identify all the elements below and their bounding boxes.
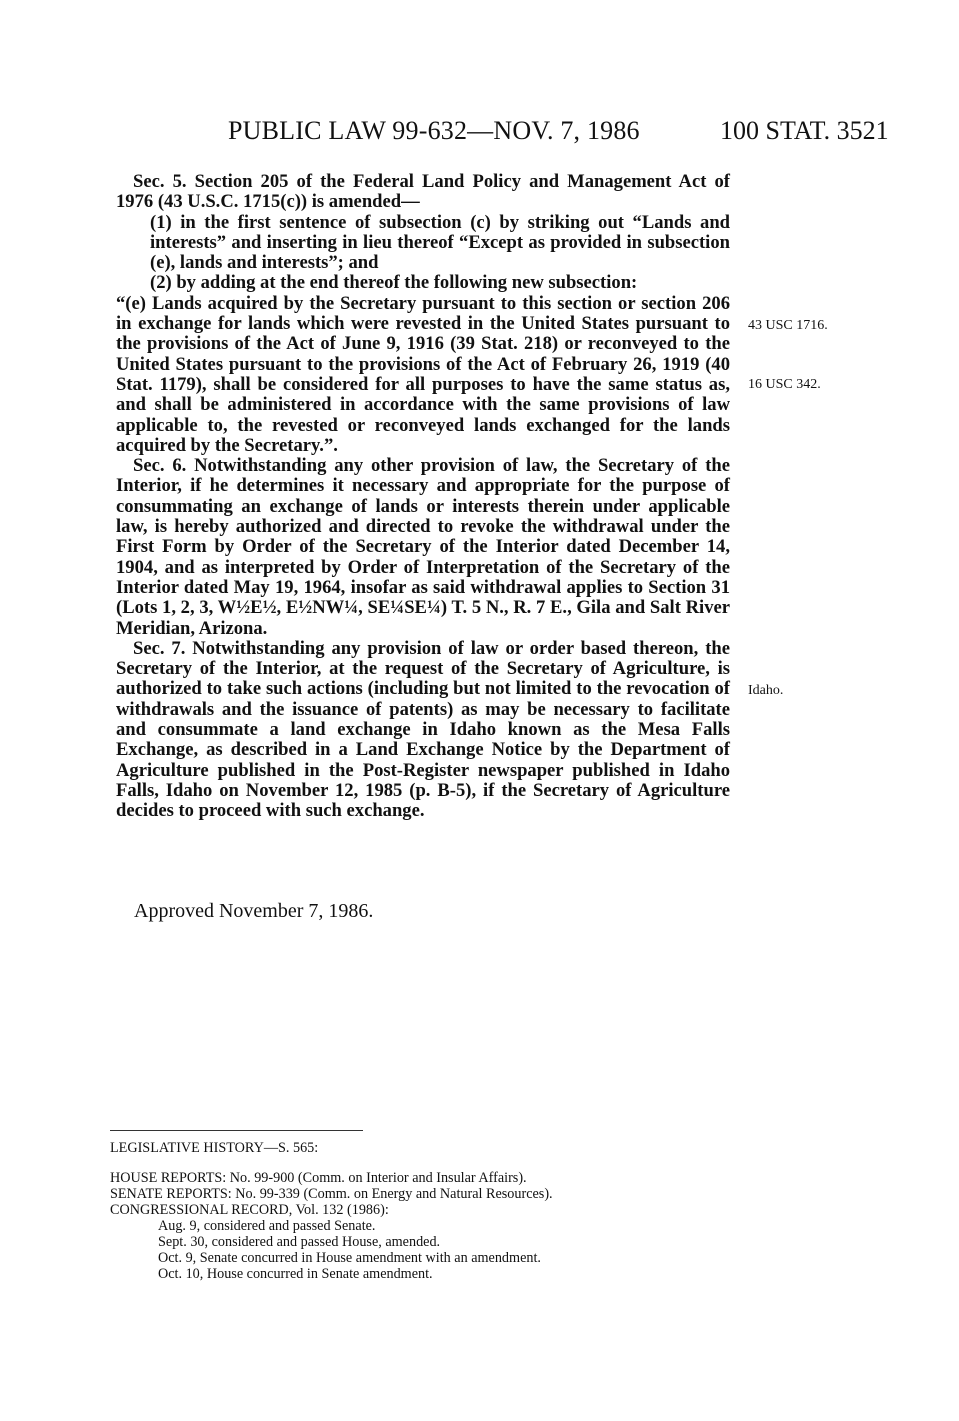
legislative-divider — [110, 1130, 363, 1131]
section-5-quoted-subsection: “(e) Lands acquired by the Secretary pursuant to this section or section 206 in exchange for lands which were revested in the United States pursuant to the provisions of the Act of June 9, 1916 (39 Stat. 218) or reconveyed to the United States pursuant to the provisions of the Act of February 26, 1919 (40 Stat. 1179), shall be considered for all purposes to have the same status as, and shall be administered in accordance with the same provisions of law applicable to, the revested or reconveyed lands exchanged for the lands acquired by the Secretary.”. — [116, 292, 730, 456]
record-entry: Oct. 10, House concurred in Senate amendment. — [158, 1266, 433, 1282]
section-5-item-2: (2) by adding at the end thereof the following new subsection: — [150, 272, 638, 294]
congressional-record: CONGRESSIONAL RECORD, Vol. 132 (1986): — [110, 1202, 389, 1218]
legislative-history-title: LEGISLATIVE HISTORY—S. 565: — [110, 1140, 319, 1156]
margin-note-43-usc: 43 USC 1716. — [748, 318, 828, 333]
margin-note-16-usc: 16 USC 342. — [748, 377, 821, 392]
section-7: Sec. 7. Notwithstanding any provision of law or order based thereon, the Secretary of the Interior, at the request of the Secretary of Agriculture, is authorized to take such actions (including but not limited to the revocation of withdrawals and the issuance of patents) as may be necessary to facilitate and consummate a land exchange in Idaho known as the Mesa Falls Exchange, as described in a Land Exchange Notice by the Department of Agriculture published in the Post-Register newspaper published in Idaho Falls, Idaho on November 12, 1985 (p. B-5), if the Secretary of Agriculture decides to proceed with such exchange. — [116, 637, 730, 822]
page-header-stat: 100 STAT. 3521 — [720, 116, 889, 145]
house-reports: HOUSE REPORTS: No. 99-900 (Comm. on Interior and Insular Affairs). — [110, 1170, 527, 1186]
law-body — [116, 172, 730, 822]
margin-note-idaho: Idaho. — [748, 683, 784, 698]
section-5-intro: Sec. 5. Section 205 of the Federal Land Policy and Management Act of 1976 (43 U.S.C. 1715(c)) is amended— — [116, 171, 730, 213]
approval-date: Approved November 7, 1986. — [134, 900, 374, 922]
record-entry: Oct. 9, Senate concurred in House amendment with an amendment. — [158, 1250, 541, 1266]
legislative-history — [110, 1140, 730, 1282]
record-entry: Sept. 30, considered and passed House, amended. — [158, 1234, 441, 1250]
record-entry: Aug. 9, considered and passed Senate. — [158, 1218, 376, 1234]
senate-reports: SENATE REPORTS: No. 99-339 (Comm. on Energy and Natural Resources). — [110, 1186, 553, 1202]
section-6: Sec. 6. Notwithstanding any other provision of law, the Secretary of the Interior, if he determines it necessary and appropriate for the purpose of consummating an exchange of lands or interests therein under applicable law, is hereby authorized and directed to revoke the withdrawal under the First Form by Order of the Secretary of the Interior dated December 14, 1904, and as interpreted by Order of Interpretation of the Secretary of the Interior dated May 19, 1964, insofar as said withdrawal applies to Section 31 (Lots 1, 2, 3, W½E½, E½NW¼, SE¼SE¼) T. 5 N., R. 7 E., Gila and Salt River Meridian, Arizona. — [116, 455, 730, 639]
page-header-title: PUBLIC LAW 99-632—NOV. 7, 1986 — [228, 116, 640, 145]
section-5-item-1: (1) in the first sentence of subsection (c) by striking out “Lands and interests” and inserting in lieu thereof “Except as provided in subsection (e), lands and interests”; and — [150, 211, 730, 274]
